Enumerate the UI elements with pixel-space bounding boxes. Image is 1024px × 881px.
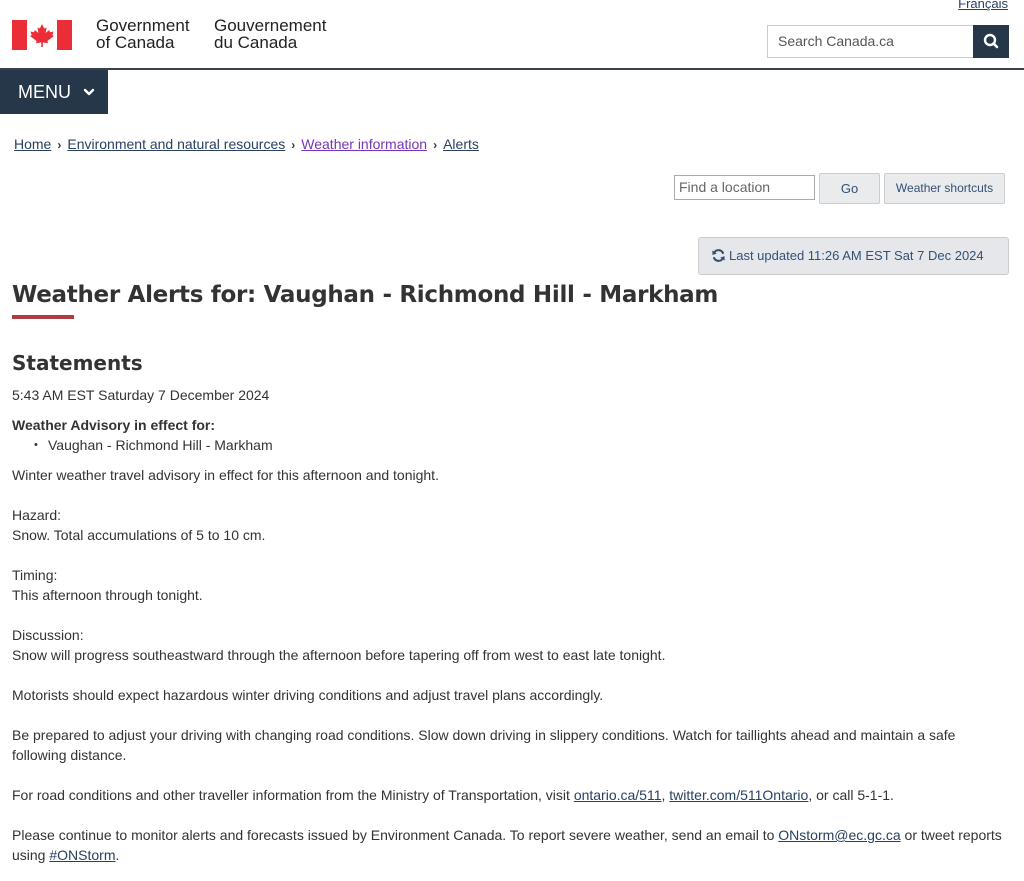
breadcrumb-home[interactable]: Home [14, 136, 52, 152]
road-conditions-text [12, 785, 1012, 805]
onstorm-hashtag-link[interactable]: #ONStorm [49, 847, 116, 863]
road-prefix: For road conditions and other traveller information from the Ministry of Transportation, visit [12, 787, 574, 803]
advisory-summary: Winter weather travel advisory in effect for this afternoon and tonight. [12, 467, 439, 483]
last-updated-refresh-button[interactable] [698, 237, 1009, 275]
title-underline [12, 315, 74, 319]
advisory-heading: Weather Advisory in effect for: [12, 417, 216, 433]
government-signature-en [96, 17, 190, 51]
signature-fr-line1: Gouvernement [214, 16, 327, 35]
road-suffix: , or call 5-1-1. [808, 787, 894, 803]
section-title-statements: Statements [12, 351, 143, 375]
language-toggle-link[interactable]: Français [958, 0, 1008, 11]
last-updated-text: Last updated 11:26 AM EST Sat 7 Dec 2024 [729, 248, 984, 263]
breadcrumb-alerts[interactable]: Alerts [443, 136, 479, 152]
government-signature-fr [214, 17, 326, 51]
monitor-middle: or tweet reports using [12, 827, 1002, 863]
chevron-right-icon: › [291, 138, 296, 152]
chevron-right-icon: › [57, 138, 62, 152]
prepare-text: Be prepared to adjust your driving with changing road conditions. Slow down driving in slippery conditions. Watch for taillights ahead and maintain a safe following distance. [12, 727, 956, 763]
monitor-suffix: . [115, 847, 120, 863]
page-title: Weather Alerts for: Vaughan - Richmond Hill - Markham [12, 282, 719, 308]
monitor-alerts-text [12, 825, 1012, 865]
ontario-511-link[interactable]: ontario.ca/511 [573, 787, 662, 803]
weather-shortcuts-button[interactable]: Weather shortcuts [884, 173, 1005, 204]
chevron-right-icon: › [433, 138, 438, 152]
chevron-down-icon [82, 85, 96, 99]
menu-label: MENU [18, 82, 71, 102]
monitor-prefix: Please continue to monitor alerts and forecasts issued by Environment Canada. To report severe weather, send an email to [12, 827, 779, 843]
discussion-text: Snow will progress southeastward through the afternoon before tapering off from west to east late tonight. [12, 647, 666, 663]
canada-flag-icon [12, 20, 72, 50]
signature-fr-line2: du Canada [214, 33, 298, 52]
signature-en-line1: Government [96, 16, 190, 35]
header-divider [0, 68, 1024, 70]
issued-timestamp: 5:43 AM EST Saturday 7 December 2024 [12, 387, 270, 403]
hazard-text: Snow. Total accumulations of 5 to 10 cm. [12, 527, 266, 543]
breadcrumb-weather-information[interactable]: Weather information [301, 136, 428, 152]
twitter-511-link[interactable]: twitter.com/511Ontario [669, 787, 809, 803]
breadcrumb [14, 134, 479, 155]
main-menu-button[interactable] [0, 70, 108, 114]
hazard-label: Hazard: [12, 507, 62, 523]
site-search-input[interactable]: Search Canada.ca [767, 25, 973, 58]
alert-content [12, 385, 1012, 865]
signature-en-line2: of Canada [96, 33, 175, 52]
refresh-icon [711, 248, 726, 263]
search-button[interactable] [973, 25, 1009, 58]
go-button[interactable]: Go [819, 173, 880, 204]
timing-text: This afternoon through tonight. [12, 587, 203, 603]
find-location-input[interactable]: Find a location [674, 175, 815, 200]
breadcrumb-environment[interactable]: Environment and natural resources [67, 136, 286, 152]
region-list [12, 435, 1012, 455]
road-separator: , [661, 787, 670, 803]
motorists-text: Motorists should expect hazardous winter driving conditions and adjust travel plans accordingly. [12, 687, 604, 703]
discussion-label: Discussion: [12, 627, 84, 643]
onstorm-email-link[interactable]: ONstorm@ec.gc.ca [778, 827, 901, 843]
magnifier-icon [973, 25, 1009, 58]
timing-label: Timing: [12, 567, 58, 583]
region-list-item: • Vaughan - Richmond Hill - Markham [34, 435, 1012, 455]
